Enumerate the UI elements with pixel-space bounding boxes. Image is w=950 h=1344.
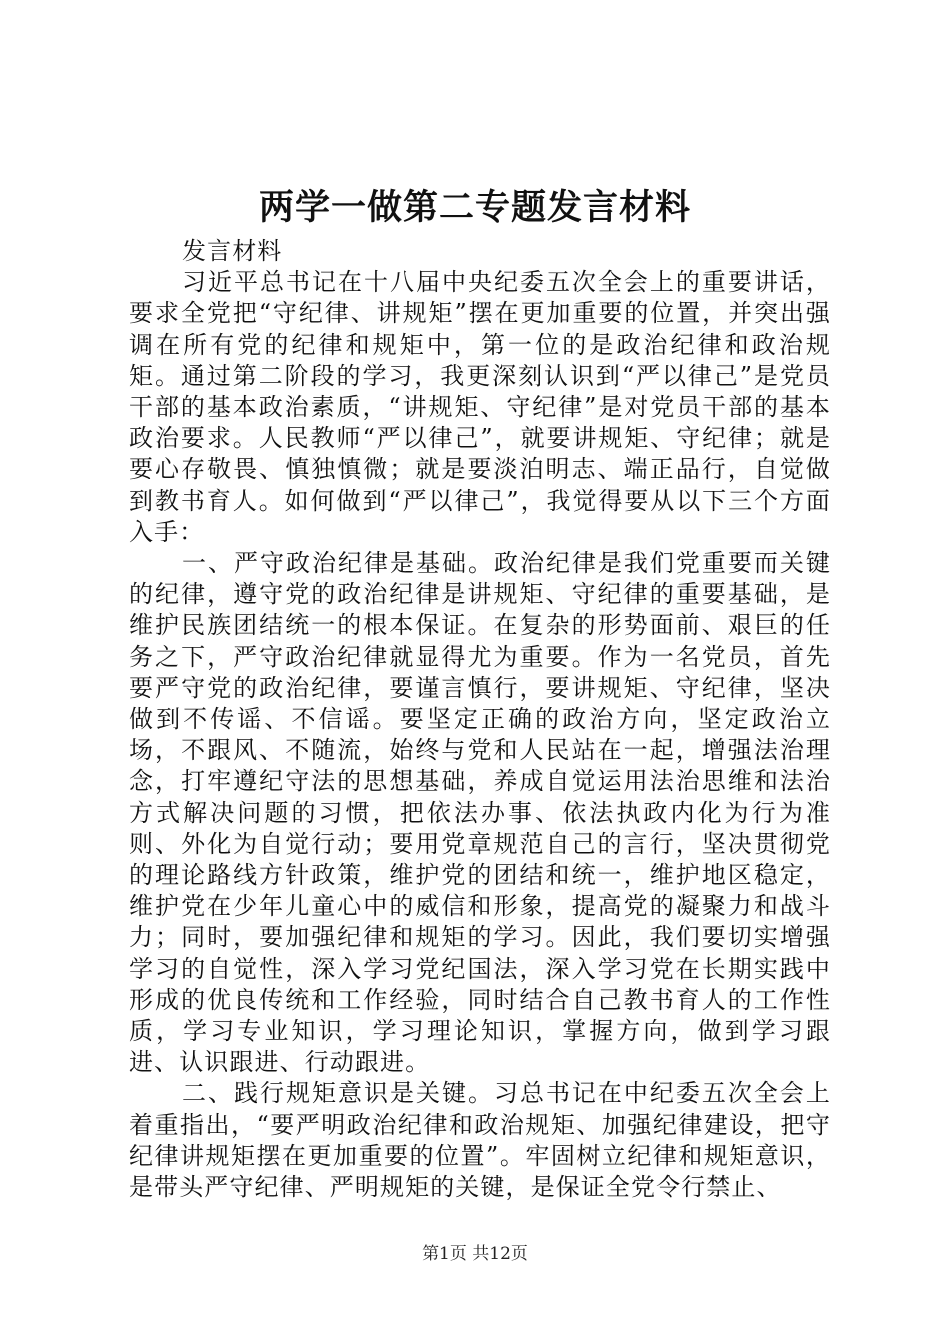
paragraph-section-two: 二、践行规矩意识是关键。习总书记在中纪委五次全会上着重指出，“要严明政治纪律和政治规矩、加强纪律建设，把守纪律讲规矩摆在更加重要的位置”。牢固树立纪律和规矩意识，是带头严守纪律、严明规矩的关键，是保证全党令行禁止、 [129,1079,831,1202]
paragraph-section-one: 一、严守政治纪律是基础。政治纪律是我们党重要而关键的纪律，遵守党的政治纪律是讲规矩、守纪律的重要基础，是维护民族团结统一的根本保证。在复杂的形势面前、艰巨的任务之下，严守政治纪律就显得尤为重要。作为一名党员，首先要严守党的政治纪律，要谨言慎行，要讲规矩、守纪律，坚决做到不传谣、不信谣。要坚定正确的政治方向，坚定政治立场，不跟风、不随流，始终与党和人民站在一起，增强法治理念，打牢遵纪守法的思想基础，养成自觉运用法治思维和法治方式解决问题的习惯，把依法办事、依法执政内化为行为准则、外化为自觉行动；要用党章规范自己的言行，坚决贯彻党的理论路线方针政策，维护党的团结和统一，维护地区稳定，维护党在少年儿童心中的威信和形象，提高党的凝聚力和战斗力；同时，要加强纪律和规矩的学习。因此，我们要切实增强学习的自觉性，深入学习党纪国法，深入学习党在长期实践中形成的优良传统和工作经验，同时结合自己教书育人的工作性质，学习专业知识，学习理论知识，掌握方向，做到学习跟进、认识跟进、行动跟进。 [129,549,831,1077]
paragraph-intro: 习近平总书记在十八届中央纪委五次全会上的重要讲话，要求全党把“守纪律、讲规矩”摆在更加重要的位置，并突出强调在所有党的纪律和规矩中，第一位的是政治纪律和政治规矩。通过第二阶段的学习，我更深刻认识到“严以律己”是党员干部的基本政治素质，“讲规矩、守纪律”是对党员干部的基本政治要求。人民教师“严以律己”，就要讲规矩、守纪律；就是要心存敬畏、慎独慎微；就是要淡泊明志、端正品行，自觉做到教书育人。如何做到“严以律己”，我觉得要从以下三个方面入手： [129,268,831,546]
page-number-footer: 第1页 共12页 [422,1244,528,1264]
document-title: 两学一做第二专题发言材料 [258,187,691,228]
document-body [129,236,831,1203]
paragraph-heading: 发言材料 [182,237,283,265]
